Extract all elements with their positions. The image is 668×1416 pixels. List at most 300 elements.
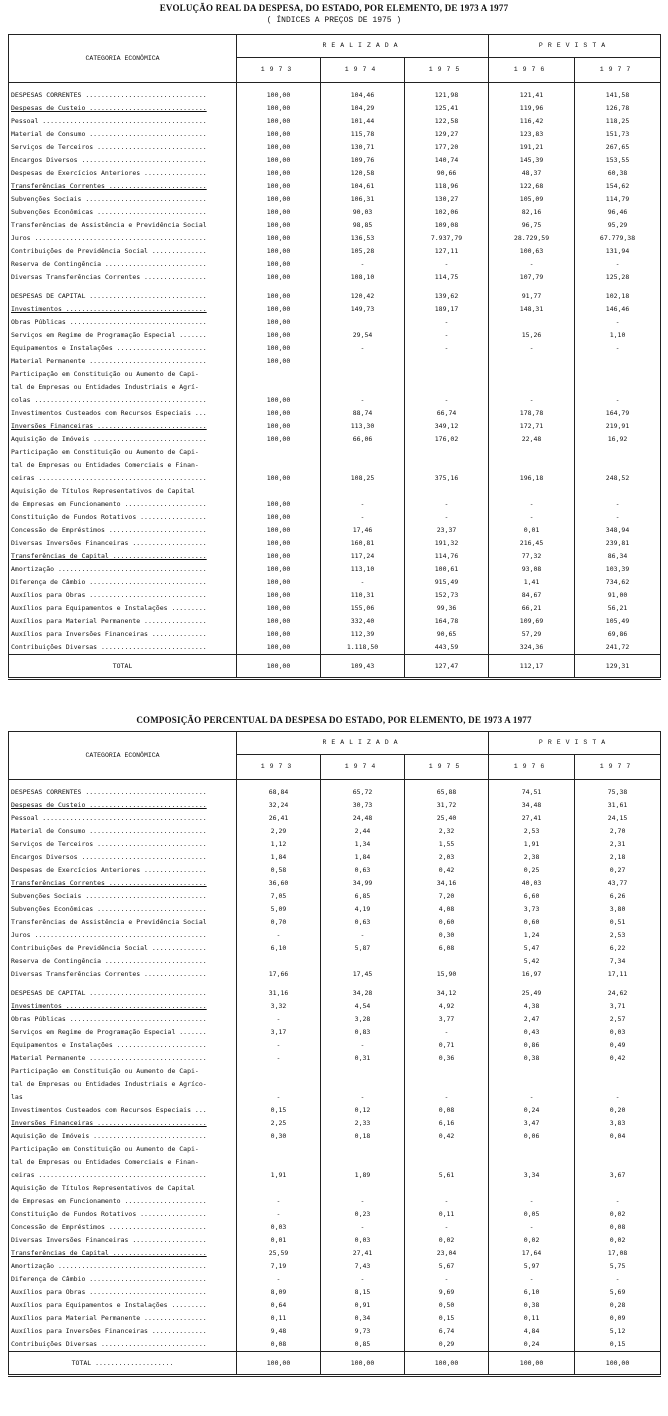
- row-value: 65,88: [405, 780, 489, 800]
- row-value: 114,75: [405, 271, 489, 284]
- row-label: Diferença de Câmbio ..............................: [9, 576, 237, 589]
- row-label: ceiras ...........................................: [9, 1169, 237, 1182]
- row-value: 105,49: [575, 615, 661, 628]
- table-row: [9, 1026, 661, 1039]
- row-value: 17,11: [575, 968, 661, 981]
- year-header: 1973: [237, 755, 321, 780]
- row-label: Subvenções Sociais ...............................: [9, 193, 237, 206]
- row-value: -: [575, 258, 661, 271]
- row-value: 84,67: [489, 589, 575, 602]
- row-value: 4,08: [405, 903, 489, 916]
- row-value: 114,79: [575, 193, 661, 206]
- row-label: Investimentos Custeados com Recursos Especiais ...: [9, 407, 237, 420]
- row-value: 100,63: [489, 245, 575, 258]
- row-value: 95,29: [575, 219, 661, 232]
- bottom-rule-cell: [9, 1376, 661, 1378]
- row-value: -: [405, 258, 489, 271]
- row-value: 6,10: [489, 1286, 575, 1299]
- table-row: [9, 180, 661, 193]
- row-value: 100,00: [237, 115, 321, 128]
- row-label: Despesas de Custeio ..............................: [9, 102, 237, 115]
- row-value: -: [489, 394, 575, 407]
- row-value: 113,30: [321, 420, 405, 433]
- row-value: 100,00: [237, 589, 321, 602]
- year-header: 1975: [405, 755, 489, 780]
- table-row: [9, 825, 661, 838]
- table-row: [9, 877, 661, 890]
- row-value: 105,09: [489, 193, 575, 206]
- row-value: 100,00: [237, 167, 321, 180]
- row-value: 90,65: [405, 628, 489, 641]
- row-value: 104,61: [321, 180, 405, 193]
- row-value: 2,57: [575, 1013, 661, 1026]
- row-value: 2,53: [575, 929, 661, 942]
- row-value: 119,96: [489, 102, 575, 115]
- row-value: 1.118,50: [321, 641, 405, 655]
- total-value: 129,31: [575, 655, 661, 679]
- row-value: 6,74: [405, 1325, 489, 1338]
- row-value: 3,80: [575, 903, 661, 916]
- category-header: CATEGORIA ECONÔMICA: [9, 35, 237, 83]
- row-value: [405, 1078, 489, 1091]
- row-value: 176,02: [405, 433, 489, 446]
- row-value: 0,11: [489, 1312, 575, 1325]
- row-value: 2,25: [237, 1117, 321, 1130]
- row-value: 1,55: [405, 838, 489, 851]
- row-value: 0,03: [575, 1026, 661, 1039]
- row-value: 104,29: [321, 102, 405, 115]
- row-value: 191,32: [405, 537, 489, 550]
- row-label: Participação em Constituição ou Aumento de Capi-: [9, 368, 237, 381]
- row-value: [489, 1156, 575, 1169]
- row-value: [237, 459, 321, 472]
- row-value: -: [575, 1195, 661, 1208]
- row-value: 32,24: [237, 799, 321, 812]
- row-value: 0,08: [237, 1338, 321, 1352]
- table-row: [9, 433, 661, 446]
- table-row: [9, 329, 661, 342]
- row-value: 100,00: [237, 524, 321, 537]
- row-label: Reserva de Contingência ..........................: [9, 258, 237, 271]
- row-value: 0,91: [321, 1299, 405, 1312]
- row-value: -: [575, 1273, 661, 1286]
- row-value: -: [575, 498, 661, 511]
- row-label: Contribuições de Previdência Social ..............: [9, 245, 237, 258]
- row-label: Encargos Diversos ................................: [9, 154, 237, 167]
- row-value: [237, 1143, 321, 1156]
- table-row: [9, 864, 661, 877]
- row-value: -: [405, 1221, 489, 1234]
- row-value: 60,38: [575, 167, 661, 180]
- row-value: 148,31: [489, 303, 575, 316]
- row-value: 7,19: [237, 1260, 321, 1273]
- row-value: 7,20: [405, 890, 489, 903]
- table-row: [9, 799, 661, 812]
- row-label: Inversões Financeiras ............................: [9, 420, 237, 433]
- row-value: -: [489, 1221, 575, 1234]
- row-value: 5,67: [405, 1260, 489, 1273]
- row-label: Pessoal ..........................................: [9, 115, 237, 128]
- row-value: -: [237, 1273, 321, 1286]
- row-value: 160,81: [321, 537, 405, 550]
- row-label: Constituição de Fundos Rotativos .................: [9, 511, 237, 524]
- total-value: 100,00: [575, 1352, 661, 1376]
- row-label: Amortização ......................................: [9, 563, 237, 576]
- row-value: 0,06: [489, 1130, 575, 1143]
- row-value: 100,00: [237, 641, 321, 655]
- row-value: 0,20: [575, 1104, 661, 1117]
- row-value: 219,91: [575, 420, 661, 433]
- row-value: 5,12: [575, 1325, 661, 1338]
- row-value: -: [489, 498, 575, 511]
- row-value: 23,04: [405, 1247, 489, 1260]
- table-row: [9, 563, 661, 576]
- row-value: [405, 1156, 489, 1169]
- row-value: 90,66: [405, 167, 489, 180]
- row-value: [321, 485, 405, 498]
- row-value: [575, 485, 661, 498]
- row-value: 105,28: [321, 245, 405, 258]
- total-label: TOTAL: [9, 655, 237, 679]
- row-label: Participação em Constituição ou Aumento de Capi-: [9, 446, 237, 459]
- total-row: [9, 655, 661, 679]
- row-value: 36,60: [237, 877, 321, 890]
- table-row: [9, 615, 661, 628]
- prevista-header: PREVISTA: [489, 35, 661, 58]
- table-row: [9, 115, 661, 128]
- row-value: [489, 1065, 575, 1078]
- row-value: 2,18: [575, 851, 661, 864]
- row-value: 2,29: [237, 825, 321, 838]
- row-value: -: [321, 394, 405, 407]
- row-label: ceiras ...........................................: [9, 472, 237, 485]
- table-row: [9, 167, 661, 180]
- row-value: -: [405, 1026, 489, 1039]
- row-value: 57,29: [489, 628, 575, 641]
- row-value: 100,00: [237, 102, 321, 115]
- table-row: [9, 576, 661, 589]
- row-value: 100,00: [237, 498, 321, 511]
- row-value: 9,48: [237, 1325, 321, 1338]
- table-row: [9, 245, 661, 258]
- row-value: -: [321, 1091, 405, 1104]
- row-value: -: [237, 1013, 321, 1026]
- row-value: 98,85: [321, 219, 405, 232]
- table2-title: COMPOSIÇÃO PERCENTUAL DA DESPESA DO ESTADO, POR ELEMENTO, DE 1973 A 1977: [136, 715, 532, 725]
- table-row: [9, 342, 661, 355]
- row-label: Serviços de Terceiros ............................: [9, 838, 237, 851]
- row-value: 3,34: [489, 1169, 575, 1182]
- row-value: 0,05: [489, 1208, 575, 1221]
- row-value: 0,08: [405, 1104, 489, 1117]
- table-row: [9, 1052, 661, 1065]
- row-value: 120,42: [321, 290, 405, 303]
- row-value: 0,12: [321, 1104, 405, 1117]
- row-label: Transferências de Capital ........................: [9, 550, 237, 563]
- table-row: [9, 916, 661, 929]
- row-label: tal de Empresas ou Entidades Industriais e Agríco-: [9, 1078, 237, 1091]
- row-value: 82,16: [489, 206, 575, 219]
- year-header: 1977: [575, 58, 661, 83]
- row-value: 16,92: [575, 433, 661, 446]
- row-value: 27,41: [489, 812, 575, 825]
- row-value: 375,16: [405, 472, 489, 485]
- table-row: [9, 955, 661, 968]
- row-label: Concessão de Empréstimos .........................: [9, 1221, 237, 1234]
- row-value: [405, 485, 489, 498]
- row-value: 109,69: [489, 615, 575, 628]
- prevista-header: PREVISTA: [489, 732, 661, 755]
- row-value: 22,48: [489, 433, 575, 446]
- row-value: -: [321, 1221, 405, 1234]
- year-header: 1973: [237, 58, 321, 83]
- row-value: 146,46: [575, 303, 661, 316]
- row-value: [489, 1143, 575, 1156]
- row-label: Contribuições de Previdência Social ..............: [9, 942, 237, 955]
- row-value: -: [237, 1052, 321, 1065]
- row-value: 6,26: [575, 890, 661, 903]
- row-value: 3,73: [489, 903, 575, 916]
- row-value: 100,00: [237, 141, 321, 154]
- row-value: 31,16: [237, 987, 321, 1000]
- row-value: 88,74: [321, 407, 405, 420]
- row-value: [575, 446, 661, 459]
- row-value: -: [321, 1273, 405, 1286]
- table-row: [9, 1091, 661, 1104]
- row-value: 4,84: [489, 1325, 575, 1338]
- table-row: [9, 1234, 661, 1247]
- row-value: 108,10: [321, 271, 405, 284]
- row-value: 113,10: [321, 563, 405, 576]
- year-header: 1977: [575, 755, 661, 780]
- row-value: 5,47: [489, 942, 575, 955]
- row-value: 115,78: [321, 128, 405, 141]
- row-value: [321, 1182, 405, 1195]
- row-value: 125,41: [405, 102, 489, 115]
- row-value: 0,25: [489, 864, 575, 877]
- row-value: 100,00: [237, 232, 321, 245]
- row-value: 191,21: [489, 141, 575, 154]
- row-label: Aquisição de Imóveis .............................: [9, 1130, 237, 1143]
- row-value: 6,85: [321, 890, 405, 903]
- row-value: 153,55: [575, 154, 661, 167]
- row-value: 107,79: [489, 271, 575, 284]
- row-value: 154,62: [575, 180, 661, 193]
- row-value: 34,28: [321, 987, 405, 1000]
- row-value: 100,00: [237, 472, 321, 485]
- row-value: 7.937,79: [405, 232, 489, 245]
- table-row: [9, 1117, 661, 1130]
- row-value: 17,46: [321, 524, 405, 537]
- row-value: -: [405, 329, 489, 342]
- row-value: 100,00: [237, 329, 321, 342]
- table-row: [9, 1312, 661, 1325]
- row-value: 0,01: [489, 524, 575, 537]
- row-value: 4,54: [321, 1000, 405, 1013]
- row-label: Obras Públicas ...................................: [9, 1013, 237, 1026]
- row-value: 100,00: [237, 303, 321, 316]
- row-value: 100,00: [237, 342, 321, 355]
- row-value: 100,00: [237, 433, 321, 446]
- row-value: 4,38: [489, 1000, 575, 1013]
- row-value: 100,00: [237, 355, 321, 368]
- row-value: 164,79: [575, 407, 661, 420]
- row-value: 149,73: [321, 303, 405, 316]
- row-value: 90,03: [321, 206, 405, 219]
- row-value: -: [237, 1195, 321, 1208]
- row-value: [321, 1078, 405, 1091]
- table1: [8, 34, 661, 680]
- row-value: 6,16: [405, 1117, 489, 1130]
- row-label: Investimentos ....................................: [9, 1000, 237, 1013]
- row-value: 915,49: [405, 576, 489, 589]
- row-value: -: [321, 511, 405, 524]
- table-row: [9, 446, 661, 459]
- table-row: [9, 1182, 661, 1195]
- row-label: Investimentos Custeados com Recursos Especiais ...: [9, 1104, 237, 1117]
- row-value: [575, 1156, 661, 1169]
- row-label: Contribuições Diversas ...........................: [9, 1338, 237, 1352]
- row-value: [321, 446, 405, 459]
- row-value: -: [489, 1195, 575, 1208]
- row-value: [489, 368, 575, 381]
- row-value: 99,36: [405, 602, 489, 615]
- table-row: [9, 890, 661, 903]
- row-value: 122,68: [489, 180, 575, 193]
- row-value: -: [321, 1039, 405, 1052]
- row-value: 172,71: [489, 420, 575, 433]
- row-value: 34,48: [489, 799, 575, 812]
- row-value: [321, 955, 405, 968]
- row-value: 0,18: [321, 1130, 405, 1143]
- table-row: [9, 394, 661, 407]
- table-row: [9, 1273, 661, 1286]
- row-value: -: [489, 511, 575, 524]
- row-label: Reserva de Contingência ..........................: [9, 955, 237, 968]
- table-row: [9, 498, 661, 511]
- table-row: [9, 1013, 661, 1026]
- row-value: 17,64: [489, 1247, 575, 1260]
- row-value: 0,23: [321, 1208, 405, 1221]
- row-value: 25,59: [237, 1247, 321, 1260]
- row-value: [321, 355, 405, 368]
- row-value: -: [405, 342, 489, 355]
- table-row: [9, 1000, 661, 1013]
- row-value: 29,54: [321, 329, 405, 342]
- row-value: 0,51: [575, 916, 661, 929]
- row-value: 100,00: [237, 290, 321, 303]
- row-value: 129,27: [405, 128, 489, 141]
- row-label: tal de Empresas ou Entidades Comerciais e Finan-: [9, 1156, 237, 1169]
- table-row: [9, 589, 661, 602]
- row-value: [489, 381, 575, 394]
- row-value: [575, 1182, 661, 1195]
- row-value: 0,58: [237, 864, 321, 877]
- table-row: [9, 1208, 661, 1221]
- row-value: 27,41: [321, 1247, 405, 1260]
- row-value: 93,08: [489, 563, 575, 576]
- row-value: 1,41: [489, 576, 575, 589]
- row-value: 164,78: [405, 615, 489, 628]
- row-value: 151,73: [575, 128, 661, 141]
- row-value: 0,49: [575, 1039, 661, 1052]
- row-label: Subvenções Econômicas ............................: [9, 903, 237, 916]
- row-value: [489, 485, 575, 498]
- row-label: Transferências de Capital ........................: [9, 1247, 237, 1260]
- row-value: 5,69: [575, 1286, 661, 1299]
- row-value: -: [321, 498, 405, 511]
- row-value: 6,10: [237, 942, 321, 955]
- row-value: 0,03: [237, 1221, 321, 1234]
- table-row: [9, 420, 661, 433]
- row-value: 267,65: [575, 141, 661, 154]
- row-value: 0,15: [575, 1338, 661, 1352]
- row-value: 0,28: [575, 1299, 661, 1312]
- row-value: 121,41: [489, 83, 575, 103]
- row-value: 34,12: [405, 987, 489, 1000]
- row-label: de Empresas em Funcionamento .....................: [9, 498, 237, 511]
- row-value: [237, 1182, 321, 1195]
- row-value: 121,98: [405, 83, 489, 103]
- row-label: Auxílios para Obras ..............................: [9, 1286, 237, 1299]
- row-value: 130,27: [405, 193, 489, 206]
- row-label: colas ............................................: [9, 394, 237, 407]
- table-row: [9, 128, 661, 141]
- table-row: [9, 602, 661, 615]
- table-row: [9, 1221, 661, 1234]
- row-label: Participação em Constituição ou Aumento de Capi-: [9, 1143, 237, 1156]
- row-value: 0,15: [237, 1104, 321, 1117]
- row-value: 102,06: [405, 206, 489, 219]
- row-value: 31,72: [405, 799, 489, 812]
- row-value: 0,04: [575, 1130, 661, 1143]
- table-row: [9, 780, 661, 800]
- row-value: 0,24: [489, 1338, 575, 1352]
- table2: [8, 731, 661, 1377]
- row-value: 0,09: [575, 1312, 661, 1325]
- row-label: Subvenções Sociais ...............................: [9, 890, 237, 903]
- row-value: 26,41: [237, 812, 321, 825]
- table-row: [9, 290, 661, 303]
- row-value: [237, 1065, 321, 1078]
- table-row: [9, 102, 661, 115]
- row-value: 100,00: [237, 563, 321, 576]
- row-label: Despesas de Exercícios Anteriores ................: [9, 167, 237, 180]
- row-value: 443,59: [405, 641, 489, 655]
- table-row: [9, 472, 661, 485]
- row-value: [489, 1078, 575, 1091]
- row-label: Inversões Financeiras ............................: [9, 1117, 237, 1130]
- row-value: -: [405, 498, 489, 511]
- row-value: 349,12: [405, 420, 489, 433]
- table-row: [9, 1078, 661, 1091]
- row-value: [237, 368, 321, 381]
- row-value: [575, 1065, 661, 1078]
- table-row: [9, 838, 661, 851]
- row-label: Transferências Correntes .........................: [9, 180, 237, 193]
- row-value: 48,37: [489, 167, 575, 180]
- row-value: 0,27: [575, 864, 661, 877]
- row-label: DESPESAS DE CAPITAL ..............................: [9, 987, 237, 1000]
- row-value: 0,02: [575, 1208, 661, 1221]
- row-value: 91,00: [575, 589, 661, 602]
- table-bottom-rule: [9, 1376, 661, 1378]
- row-label: Diversas Inversões Financeiras ...................: [9, 537, 237, 550]
- row-value: 141,58: [575, 83, 661, 103]
- row-value: [405, 1065, 489, 1078]
- row-value: 131,94: [575, 245, 661, 258]
- bottom-rule-cell: [9, 679, 661, 681]
